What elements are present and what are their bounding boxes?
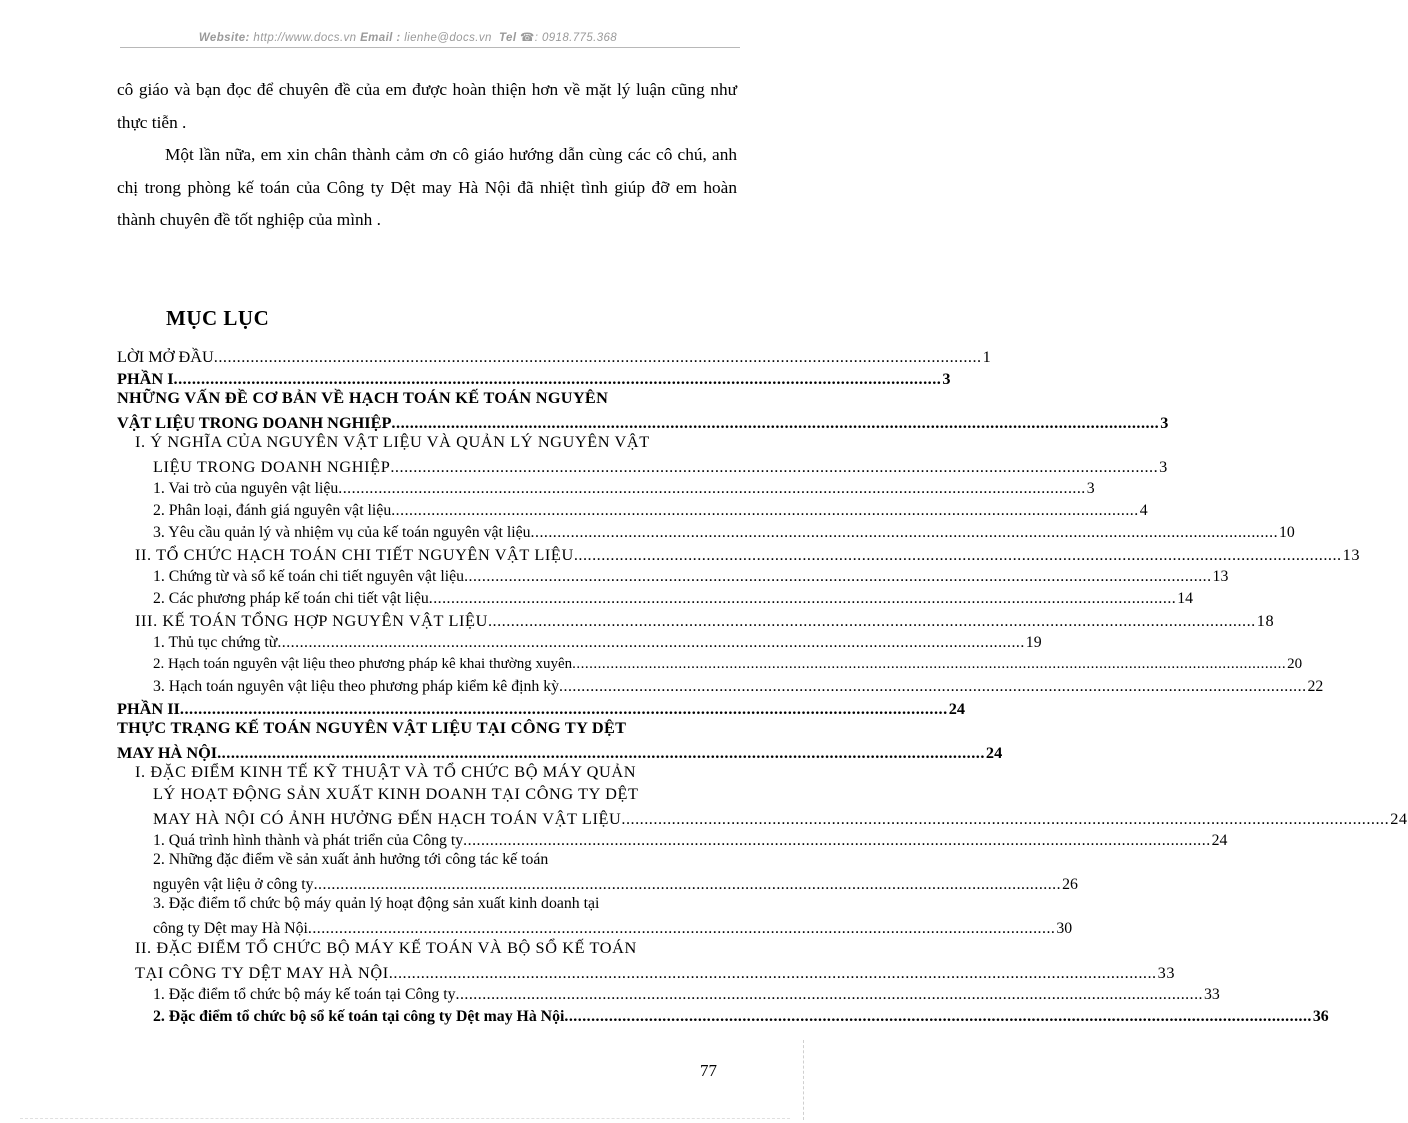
toc-entry[interactable]: 2. Đặc điểm tổ chức bộ sổ kế toán tại công ty Dệt may Hà Nội ........................................................................................................................................................................ 36 (153, 1008, 1329, 1025)
tel-label: Tel (499, 32, 517, 44)
page-edge-marker (803, 1040, 807, 1120)
dot-leader: ........................................................................................................................................................................ (217, 743, 985, 762)
dot-leader: ........................................................................................................................................................................ (572, 656, 1287, 672)
toc-entry[interactable]: II. ĐẶC ĐIỂM TỔ CHỨC BỘ MÁY KẾ TOÁN VÀ BỘ SỔ KẾ TOÁN TẠI CÔNG TY DỆT MAY HÀ NỘI ........................................................................................................................................................................ 33 (135, 938, 1176, 982)
toc-entry[interactable]: II. TỔ CHỨC HẠCH TOÁN CHI TIẾT NGUYÊN VẬT LIỆU ........................................................................................................................................................................ 13 (135, 545, 1361, 564)
toc-entry[interactable]: 2. Những đặc điểm về sản xuất ảnh hưởng tới công tác kế toán nguyên vật liệu ở công ty ........................................................................................................................................................................ 26 (153, 851, 1078, 893)
toc-entry[interactable]: I. ĐẶC ĐIỂM KINH TẾ KỸ THUẬT VÀ TỔ CHỨC BỘ MÁY QUẢN LÝ HOẠT ĐỘNG SẢN XUẤT KINH DOANH TẠI CÔNG TY DỆT MAY HÀ NỘI CÓ ẢNH HƯỞNG ĐẾN HẠCH TOÁN VẬT LIỆU ........................................................................................................................................................................ 24 (135, 762, 1408, 828)
dot-leader: ........................................................................................................................................................................ (313, 876, 1062, 893)
toc-entry[interactable]: 2. Các phương pháp kế toán chi tiết vật liệu ........................................................................................................................................................................ 14 (153, 590, 1194, 607)
table-of-contents (117, 343, 1408, 1025)
page-bottom-border (20, 1118, 790, 1119)
toc-entry[interactable]: 1. Chứng từ và sổ kế toán chi tiết nguyên vật liệu ........................................................................................................................................................................ 13 (153, 568, 1229, 585)
dot-leader: ........................................................................................................................................................................ (307, 920, 1056, 937)
dot-leader: ........................................................................................................................................................................ (463, 832, 1211, 849)
dot-leader: ........................................................................................................................................................................ (338, 480, 1086, 497)
phone-icon: ☎ (520, 32, 535, 44)
page-number: 77 (700, 1061, 717, 1080)
toc-entry[interactable]: NHỮNG VẤN ĐỀ CƠ BẢN VỀ HẠCH TOÁN KẾ TOÁN NGUYÊN VẬT LIỆU TRONG DOANH NGHIỆP ........................................................................................................................................................................ 3 (117, 388, 1169, 432)
toc-entry[interactable]: PHẦN I ........................................................................................................................................................................ 3 (117, 369, 951, 388)
site-header (0, 30, 816, 44)
dot-leader: ........................................................................................................................................................................ (487, 611, 1256, 630)
tel-number: : 0918.775.368 (534, 32, 618, 44)
toc-entry[interactable]: 3. Hạch toán nguyên vật liệu theo phương pháp kiểm kê định kỳ ........................................................................................................................................................................ 22 (153, 678, 1324, 695)
dot-leader: ........................................................................................................................................................................ (213, 347, 982, 366)
toc-entry[interactable]: 1. Vai trò của nguyên vật liệu ........................................................................................................................................................................ 3 (153, 480, 1095, 497)
dot-leader: ........................................................................................................................................................................ (621, 809, 1390, 828)
toc-title: MỤC LỤC (166, 306, 270, 330)
dot-leader: ........................................................................................................................................................................ (530, 524, 1279, 541)
toc-entry[interactable]: LỜI MỞ ĐẦU ........................................................................................................................................................................ 1 (117, 347, 991, 366)
toc-entry[interactable]: 1. Thủ tục chứng từ ........................................................................................................................................................................ 19 (153, 634, 1042, 651)
intro-paragraph-1: cô giáo và bạn đọc để chuyên đề của em được hoàn thiện hơn về mặt lý luận cũng như thực tiễn . (117, 80, 737, 132)
toc-entry[interactable]: 2. Hạch toán nguyên vật liệu theo phương pháp kê khai thường xuyên ........................................................................................................................................................................ 20 (153, 656, 1303, 672)
dot-leader: ........................................................................................................................................................................ (428, 590, 1177, 607)
dot-leader: ........................................................................................................................................................................ (464, 568, 1212, 585)
toc-entry[interactable]: 2. Phân loại, đánh giá nguyên vật liệu ........................................................................................................................................................................ 4 (153, 502, 1148, 519)
toc-entry[interactable]: 3. Yêu cầu quản lý và nhiệm vụ của kế toán nguyên vật liệu ........................................................................................................................................................................ 10 (153, 524, 1295, 541)
website-url[interactable]: http://www.docs.vn (253, 32, 357, 44)
toc-entry[interactable]: 1. Đặc điểm tổ chức bộ máy kế toán tại Công ty ........................................................................................................................................................................ 33 (153, 986, 1220, 1003)
email-label: Email : (360, 32, 401, 44)
dot-leader: ........................................................................................................................................................................ (388, 963, 1157, 982)
header-divider (120, 47, 740, 48)
dot-leader: ........................................................................................................................................................................ (455, 986, 1203, 1003)
dot-leader: ........................................................................................................................................................................ (277, 634, 1025, 651)
intro-text (117, 74, 737, 237)
dot-leader: ........................................................................................................................................................................ (390, 457, 1159, 476)
toc-entry[interactable]: THỰC TRẠNG KẾ TOÁN NGUYÊN VẬT LIỆU TẠI CÔNG TY DỆT MAY HÀ NỘI ........................................................................................................................................................................ 24 (117, 718, 1003, 762)
dot-leader: ........................................................................................................................................................................ (573, 545, 1342, 564)
dot-leader: ........................................................................................................................................................................ (559, 678, 1307, 695)
toc-entry[interactable]: 1. Quá trình hình thành và phát triển của Công ty ........................................................................................................................................................................ 24 (153, 832, 1228, 849)
intro-paragraph-2: Một lần nữa, em xin chân thành cảm ơn cô giáo hướng dẫn cùng các cô chú, anh chị trong phòng kế toán của Công ty Dệt may Hà Nội đã nhiệt tình giúp đỡ em hoàn thành chuyên đề tốt nghiệp của mình . (117, 145, 737, 229)
dot-leader: ........................................................................................................................................................................ (391, 502, 1139, 519)
dot-leader: ........................................................................................................................................................................ (391, 413, 1160, 432)
email-address[interactable]: lienhe@docs.vn (404, 32, 492, 44)
dot-leader: ........................................................................................................................................................................ (173, 369, 942, 388)
toc-entry[interactable]: I. Ý NGHĨA CỦA NGUYÊN VẬT LIỆU VÀ QUẢN LÝ NGUYÊN VẬT LIỆU TRONG DOANH NGHIỆP ........................................................................................................................................................................ 3 (135, 432, 1168, 476)
dot-leader: ........................................................................................................................................................................ (179, 699, 948, 718)
toc-entry[interactable]: 3. Đặc điểm tổ chức bộ máy quản lý hoạt động sản xuất kinh doanh tại công ty Dệt may Hà Nội ........................................................................................................................................................................ 30 (153, 895, 1073, 937)
toc-entry[interactable]: III. KẾ TOÁN TỔNG HỢP NGUYÊN VẬT LIỆU ........................................................................................................................................................................ 18 (135, 611, 1275, 630)
dot-leader: ........................................................................................................................................................................ (564, 1008, 1312, 1025)
website-label: Website: (198, 32, 250, 44)
toc-entry[interactable]: PHẦN II ........................................................................................................................................................................ 24 (117, 699, 965, 718)
